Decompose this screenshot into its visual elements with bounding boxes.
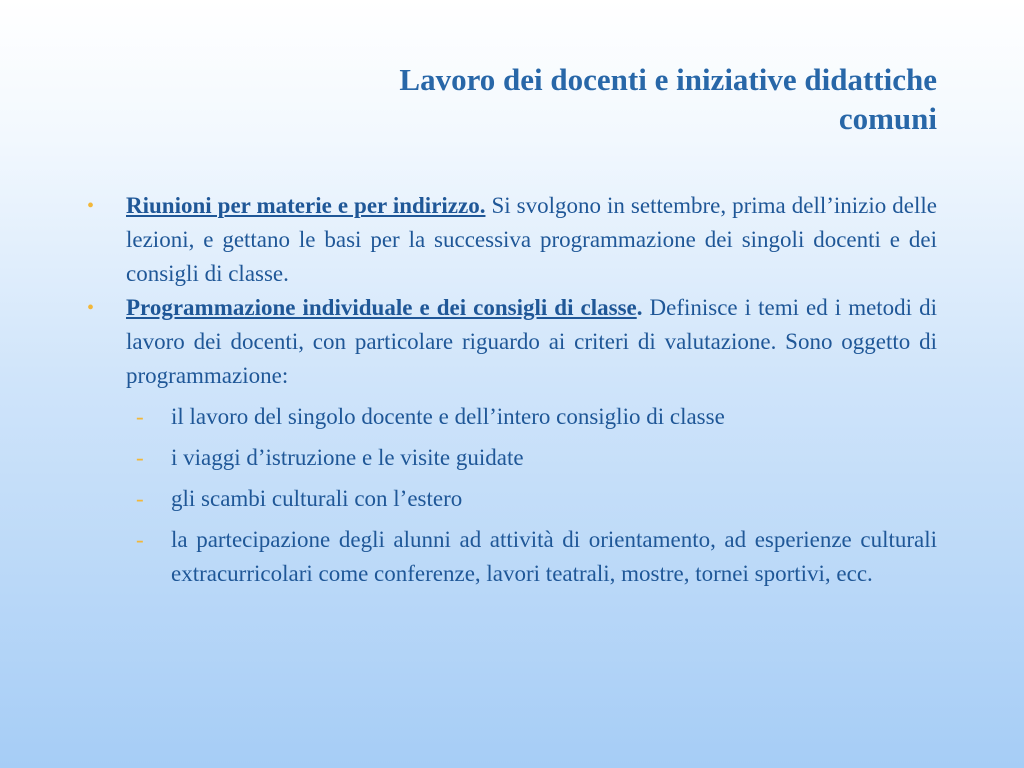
bullet-text: Definisce i temi ed i metodi di lavoro dei docenti, con particolare riguardo ai criteri di valutazione. Sono oggetto di programmazione: bbox=[126, 295, 937, 388]
sub-item bbox=[86, 441, 937, 475]
bullet-heading-punct: . bbox=[636, 295, 643, 320]
sub-item bbox=[86, 523, 937, 591]
sub-item bbox=[86, 400, 937, 434]
title-line-1: Lavoro dei docenti e iniziative didattiche bbox=[399, 62, 937, 97]
bullet-icon: • bbox=[87, 297, 95, 319]
sub-item-text: la partecipazione degli alunni ad attività di orientamento, ad esperienze culturali extracurricolari come conferenze, lavori teatrali, mostre, tornei sportivi, ecc. bbox=[171, 527, 937, 586]
sub-item-text: gli scambi culturali con l’estero bbox=[171, 486, 463, 511]
dash-icon: - bbox=[136, 445, 144, 470]
sub-item-text: i viaggi d’istruzione e le visite guidate bbox=[171, 445, 524, 470]
sub-item bbox=[86, 482, 937, 516]
dash-icon: - bbox=[136, 486, 144, 511]
bullet-heading: Programmazione individuale e dei consigli di classe bbox=[126, 295, 637, 320]
bullet-item-riunioni bbox=[86, 189, 937, 291]
sub-item-text: il lavoro del singolo docente e dell’intero consiglio di classe bbox=[171, 404, 725, 429]
dash-icon: - bbox=[136, 404, 144, 429]
bullet-heading: Riunioni per materie e per indirizzo. bbox=[126, 193, 486, 218]
slide-title bbox=[120, 60, 937, 138]
bullet-icon: • bbox=[87, 195, 95, 217]
title-line-2: comuni bbox=[838, 101, 937, 136]
dash-icon: - bbox=[136, 527, 144, 552]
slide-content bbox=[86, 189, 937, 591]
bullet-text: Si svolgono in settembre, prima dell’inizio delle lezioni, e gettano le basi per la successiva programmazione dei singoli docenti e dei consigli di classe. bbox=[126, 193, 937, 286]
bullet-item-programmazione bbox=[86, 291, 937, 393]
